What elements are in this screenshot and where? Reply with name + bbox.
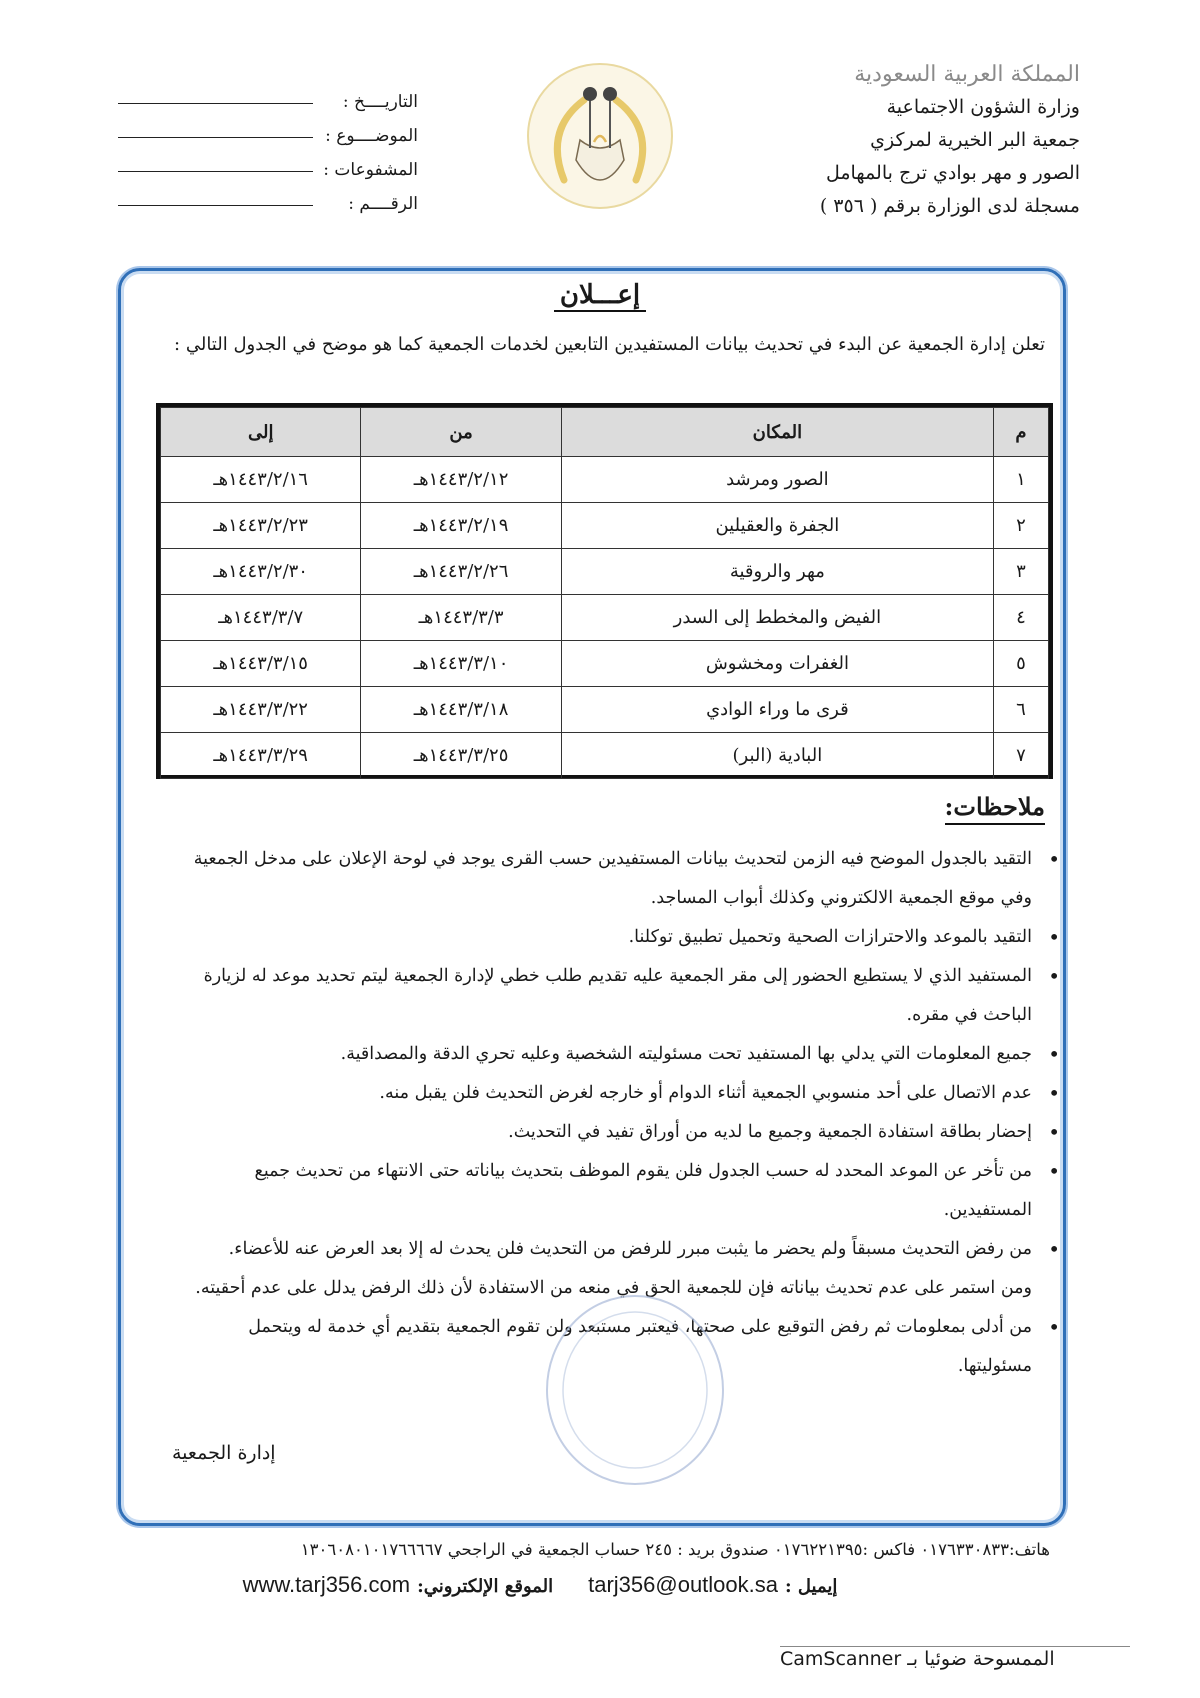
scanner-watermark: الممسوحة ضوئيا بـ CamScanner: [780, 1648, 1055, 1670]
cell-from: ١٤٤٣/٣/٢٥هـ: [361, 733, 561, 779]
email-link[interactable]: tarj356@outlook.sa: [588, 1572, 778, 1597]
field-subject-label: الموضــــوع :: [325, 126, 418, 146]
announcement-intro: تعلن إدارة الجمعية عن البدء في تحديث بيانات المستفيدين التابعين لخدمات الجمعية كما هو موضح في الجدول التالي :: [174, 334, 1045, 355]
cell-number: ٤: [994, 595, 1049, 641]
field-date: [118, 78, 418, 112]
col-place: المكان: [561, 408, 993, 457]
logo-icon: [524, 60, 676, 212]
cell-from: ١٤٤٣/٣/١٨هـ: [361, 687, 561, 733]
list-item: • من تأخر عن الموعد المحدد له حسب الجدول فلن يقوم الموظف بتحديث بياناته حتى الانتهاء من تحديث جميع المستفيدين.: [180, 1152, 1032, 1230]
official-stamp: [540, 1290, 730, 1490]
society-logo: [524, 60, 676, 212]
footer-contacts: هاتف:٠١٧٦٣٣٠٨٣٣ فاكس :٠١٧٦٢٢١٣٩٥ صندوق بريد : ٢٤٥ حساب الجمعية في الراجحي ١٣٠٦٠٨٠١٠١٧٦٦٦٦٧: [300, 1540, 1050, 1559]
cell-to: ١٤٤٣/٢/٣٠هـ: [161, 549, 361, 595]
org-line-registration: مسجلة لدى الوزارة برقم ( ٣٥٦ ): [819, 195, 1080, 217]
list-item: • إحضار بطاقة استفادة الجمعية وجميع ما لديه من أوراق تفيد في التحديث.: [180, 1113, 1032, 1152]
cell-to: ١٤٤٣/٢/٢٣هـ: [161, 503, 361, 549]
field-attachments: [118, 146, 418, 180]
field-number-line: [118, 205, 313, 206]
col-number: م: [994, 408, 1049, 457]
notes-title: ملاحظات:: [945, 792, 1045, 825]
table-row: [161, 595, 1049, 641]
org-header: [760, 58, 1080, 223]
org-line-kingdom: المملكة العربية السعودية: [854, 62, 1080, 87]
cell-to: ١٤٤٣/٣/٧هـ: [161, 595, 361, 641]
cell-number: ٢: [994, 503, 1049, 549]
field-subject: [118, 112, 418, 146]
table-row: [161, 687, 1049, 733]
scanner-divider: [780, 1646, 1130, 1647]
schedule-table: [156, 403, 1053, 779]
cell-number: ١: [994, 457, 1049, 503]
cell-to: ١٤٤٣/٣/٢٢هـ: [161, 687, 361, 733]
email-label: إيميل :: [785, 1576, 838, 1597]
table-row: [161, 549, 1049, 595]
announcement-title: [0, 280, 1200, 310]
site-label: الموقع الإلكتروني:: [417, 1576, 554, 1597]
site-link[interactable]: www.tarj356.com: [242, 1572, 411, 1597]
field-subject-line: [118, 137, 313, 138]
cell-from: ١٤٤٣/٣/١٠هـ: [361, 641, 561, 687]
table-row: [161, 733, 1049, 779]
org-line-location: الصور و مهر بوادي ترج بالمهامل: [825, 162, 1080, 184]
cell-to: ١٤٤٣/٢/١٦هـ: [161, 457, 361, 503]
announcement-title-text: إعـــلان: [554, 280, 646, 312]
cell-from: ١٤٤٣/٢/١٩هـ: [361, 503, 561, 549]
list-item: • من أدلى بمعلومات ثم رفض التوقيع على صحتها، فيعتبر مستبعد ولن تقوم الجمعية بتقديم أي خدمة له ويتحمل مسئوليتها.: [180, 1308, 1032, 1386]
cell-to: ١٤٤٣/٣/٢٩هـ: [161, 733, 361, 779]
list-item: • التقيد بالموعد والاحترازات الصحية وتحميل تطبيق توكلنا.: [180, 918, 1032, 957]
list-item: • من رفض التحديث مسبقاً ولم يحضر ما يثبت مبرر للرفض من التحديث فلن يحدث له إلا بعد العرض عنه للأعضاء.: [180, 1230, 1032, 1269]
table-row: [161, 641, 1049, 687]
table-row: [161, 503, 1049, 549]
table-header-row: [161, 408, 1049, 457]
signature-management: إدارة الجمعية: [172, 1442, 276, 1464]
cell-place: الصور ومرشد: [561, 457, 993, 503]
field-number: [118, 180, 418, 214]
cell-number: ٥: [994, 641, 1049, 687]
schedule-table-grid: [160, 407, 1049, 779]
cell-place: البادية (البر): [561, 733, 993, 779]
list-item: • جميع المعلومات التي يدلي بها المستفيد تحت مسئوليته الشخصية وعليه تحري الدقة والمصداقية.: [180, 1035, 1032, 1074]
org-line-society: جمعية البر الخيرية لمركزي: [870, 129, 1080, 151]
cell-from: ١٤٤٣/٣/٣هـ: [361, 595, 561, 641]
list-item: • التقيد بالجدول الموضح فيه الزمن لتحديث بيانات المستفيدين حسب القرى يوجد في لوحة الإعلان على مدخل الجمعية وفي موقع الجمعية الالكتروني وكذلك أبواب المساجد.: [180, 840, 1032, 918]
cell-place: قرى ما وراء الوادي: [561, 687, 993, 733]
cell-number: ٣: [994, 549, 1049, 595]
list-item: ومن استمر على عدم تحديث بياناته فإن للجمعية الحق في منعه من الاستفادة لأن ذلك الرفض يدلل على عدم أحقيته.: [195, 1278, 1032, 1298]
list-item: • المستفيد الذي لا يستطيع الحضور إلى مقر الجمعية عليه تقديم طلب خطي لإدارة الجمعية ليتم تحديد موعد له لزيارة الباحث في مقره.: [180, 957, 1032, 1035]
stamp-icon: [540, 1290, 730, 1490]
field-date-label: التاريــــخ :: [342, 92, 418, 112]
cell-number: ٧: [994, 733, 1049, 779]
field-attachments-label: المشفوعات :: [323, 160, 418, 180]
org-line-ministry: وزارة الشؤون الاجتماعية: [886, 96, 1080, 118]
cell-place: مهر والروقية: [561, 549, 993, 595]
field-date-line: [118, 103, 313, 104]
cell-to: ١٤٤٣/٣/١٥هـ: [161, 641, 361, 687]
cell-from: ١٤٤٣/٢/١٢هـ: [361, 457, 561, 503]
table-row: [161, 457, 1049, 503]
field-number-label: الرقــــم :: [348, 194, 418, 214]
col-to: إلى: [161, 408, 361, 457]
list-item: • عدم الاتصال على أحد منسوبي الجمعية أثناء الدوام أو خارجه لغرض التحديث فلن يقبل منه.: [180, 1074, 1032, 1113]
cell-number: ٦: [994, 687, 1049, 733]
cell-place: الفيض والمخطط إلى السدر: [561, 595, 993, 641]
cell-place: الجفرة والعقيلين: [561, 503, 993, 549]
field-attachments-line: [118, 171, 313, 172]
cell-from: ١٤٤٣/٢/٢٦هـ: [361, 549, 561, 595]
cell-place: الغفرات ومخشوش: [561, 641, 993, 687]
memo-fields: [118, 78, 418, 214]
footer-web: [150, 1572, 930, 1598]
col-from: من: [361, 408, 561, 457]
